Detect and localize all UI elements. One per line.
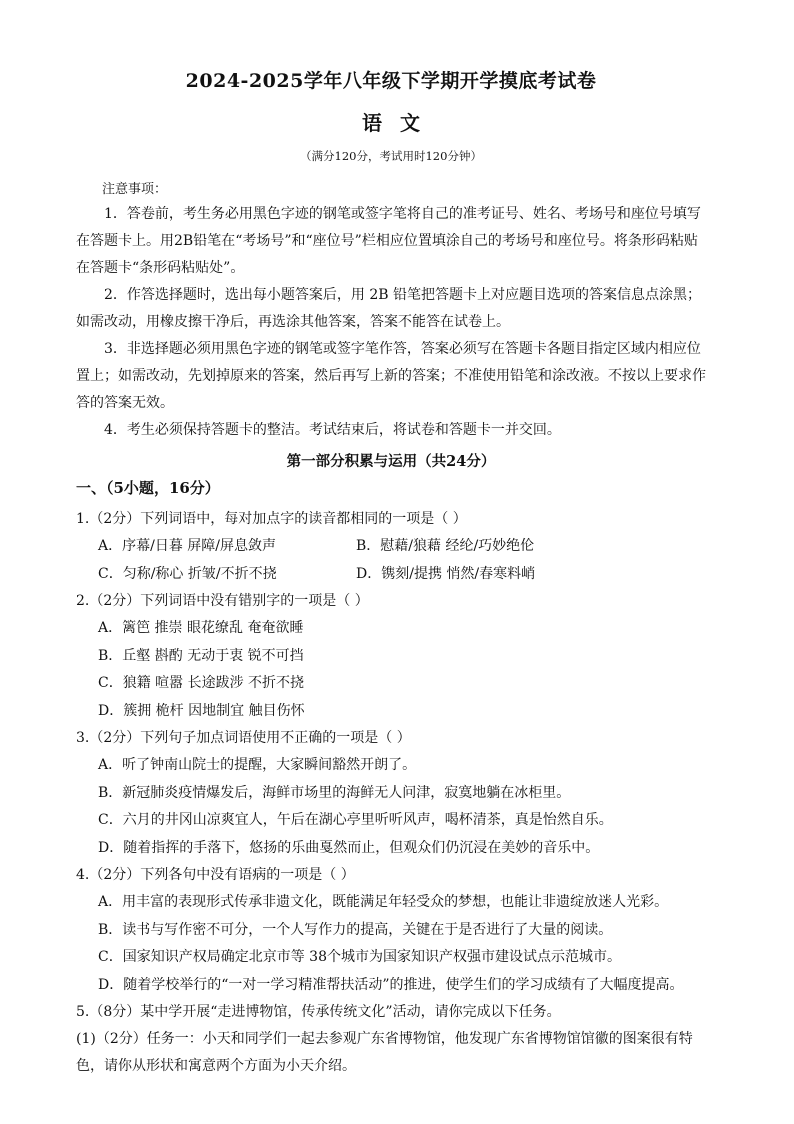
notice-item: 3．非选择题必须用黑色字迹的钢笔或签字笔作答，答案必须写在答题卡各题目指定区域内相应位置上；如需改动，先划掉原来的答案，然后再写上新的答案；不准使用铅笔和涂改液。不按以上要求作答的答案无效。 [76, 341, 706, 411]
exam-subject: 语文 [362, 111, 438, 135]
option-a: A．听了钟南山院士的提醒，大家瞬间豁然开朗了。 [98, 757, 417, 773]
exam-title: 2024-2025学年八年级下学期开学摸底考试卷 [185, 70, 597, 92]
question-stem: 2.（2分）下列词语中没有错别字的一项是（ ） [76, 593, 369, 609]
question-stem: 4.（2分）下列各句中没有语病的一项是（ ） [76, 867, 355, 883]
notice-item: 4．考生必须保持答题卡的整洁。考试结束后，将试卷和答题卡一并交回。 [104, 422, 561, 438]
question-2 [76, 588, 706, 725]
notice-section [76, 178, 706, 444]
options-grid [76, 533, 706, 588]
notice-heading: 注意事项： [102, 182, 168, 197]
option-b: B．慰藉/狼藉 经纶/巧妙绝伦 [356, 538, 535, 554]
question-1 [76, 506, 706, 588]
exam-meta: （满分120分，考试用时120分钟） [300, 149, 482, 163]
option-b: B．读书与写作密不可分，一个人写作力的提高，关键在于是否进行了大量的阅读。 [98, 921, 613, 938]
section-title: 一、（5小题，16分） [76, 479, 220, 497]
option-c: C．六月的井冈山凉爽宜人，午后在湖心亭里听听风声，喝杯清茶，真是怡然自乐。 [98, 812, 613, 828]
question-stem: 1.（2分）下列词语中，每对加点字的读音都相同的一项是（ ） [76, 511, 467, 527]
option-b: B．丘壑 斟酌 无动于衷 锐不可挡 [98, 647, 304, 664]
part-title: 第一部分积累与运用（共24分） [286, 453, 496, 470]
question-3 [76, 725, 706, 862]
option-d: D．簇拥 桅杆 因地制宜 触目伤怀 [98, 702, 305, 719]
option-d: D．随着指挥的手落下，悠扬的乐曲戛然而止，但观众们仍沉浸在美妙的音乐中。 [98, 839, 600, 856]
option-a: A．序幕/日暮 屏障/屏息敛声 [98, 538, 276, 554]
sub-question: (1)（2分）任务一：小天和同学们一起去参观广东省博物馆，他发现广东省博物馆馆徽的图案很有特色，请你从形状和寓意两个方面为小天介绍。 [76, 1031, 693, 1074]
option-c: C．狼籍 喧嚣 长途跋涉 不折不挠 [98, 675, 305, 691]
notice-item: 2．作答选择题时，选出每小题答案后，用 2B 铅笔把答题卡上对应题目选项的答案信息点涂黑；如需改动，用橡皮擦干净后，再选涂其他答案，答案不能答在试卷上。 [76, 287, 702, 330]
option-d: D．随着学校举行的“一对一学习精准帮扶活动”的推进，使学生们的学习成绩有了大幅度提高。 [98, 976, 684, 993]
question-stem: 5.（8分）某中学开展“走进博物馆，传承传统文化”活动，请你完成以下任务。 [76, 1004, 561, 1020]
question-4 [76, 862, 706, 999]
option-c: C．国家知识产权局确定北京市等 38个城市为国家知识产权强市建设试点示范城市。 [98, 949, 621, 965]
question-stem: 3.（2分）下列句子加点词语使用不正确的一项是（ ） [76, 730, 411, 746]
notice-item: 1．答卷前，考生务必用黑色字迹的钢笔或签字笔将自己的准考证号、姓名、考场号和座位号填写在答题卡上。用2B铅笔在“考场号”和“座位号”栏相应位置填涂自己的考场号和座位号。将条形码粘贴在答题卡“条形码粘贴处”。 [76, 206, 701, 276]
option-d: D．镌刻/提携 悄然/春寒料峭 [356, 565, 536, 582]
question-5 [76, 999, 706, 1080]
option-a: A．篱笆 推崇 眼花缭乱 奄奄欲睡 [98, 620, 304, 636]
option-b: B．新冠肺炎疫情爆发后，海鲜市场里的海鲜无人问津，寂寞地躺在冰柜里。 [98, 784, 571, 801]
option-a: A．用丰富的表现形式传承非遗文化，既能满足年轻受众的梦想，也能让非遗绽放迷人光彩。 [98, 894, 669, 910]
option-c: C．匀称/称心 折皱/不折不挠 [98, 565, 277, 582]
